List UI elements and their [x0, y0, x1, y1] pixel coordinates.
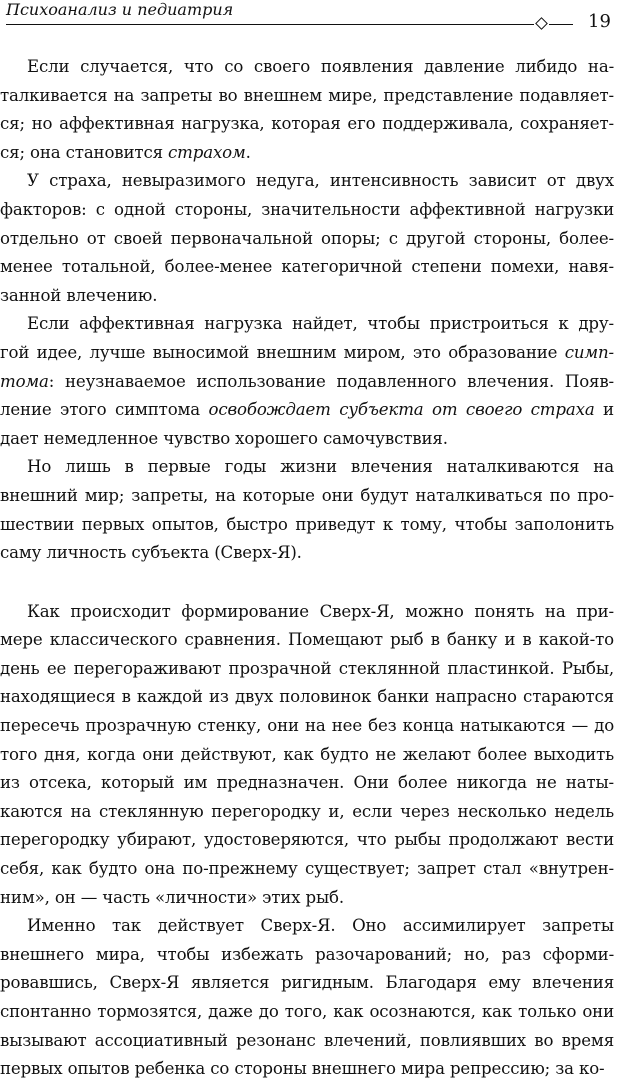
text-line — [0, 683, 614, 712]
paragraph — [0, 167, 614, 310]
text-line — [0, 798, 614, 827]
text-line — [0, 253, 614, 282]
text-run: талкивается на запреты во внешнем мире, представление подавляет- — [0, 85, 615, 105]
text-run: отдельно от своей первоначальной опоры; с другой стороны, более- — [0, 228, 615, 248]
header-rule — [6, 24, 534, 25]
text-run: спонтанно тормозятся, даже до того, как осознаются, как только они — [0, 1002, 615, 1021]
text-line — [0, 53, 614, 82]
text-run: ровавшись, Сверх-Я является ригидным. Благодаря ему влечения — [0, 973, 615, 993]
text-run: из отсека, который им предназначен. Они более никогда не наты- — [0, 773, 615, 793]
text-line — [0, 425, 614, 454]
body-text — [0, 53, 614, 1084]
text-run: каются на стеклянную перегородку и, если через несколько недель — [0, 801, 614, 821]
text-run: внешний мир; запреты, на которые они будут наталкиваться по про- — [0, 485, 614, 505]
text-run: : неузнаваемое использование подавленного влечения. Появ- — [48, 371, 615, 391]
text-line — [0, 368, 614, 397]
text-line — [0, 196, 614, 225]
text-run: мере классического сравнения. Помещают рыб в банку и в какой-то — [0, 630, 614, 650]
text-run: ним», он — часть «личности» этих рыб. — [0, 887, 345, 907]
text-run: пересечь прозрачную стенку, они на нее без конца натыкаются — до — [0, 716, 615, 736]
text-run: себя, как будто она по-прежнему существует; запрет стал «внутрен- — [0, 859, 614, 879]
text-line — [0, 655, 614, 684]
text-line — [0, 998, 614, 1027]
running-head — [6, 0, 614, 30]
italic-run: освобождает субъекта от своего страха — [208, 400, 595, 420]
header-rule-tail — [549, 24, 573, 25]
text-run: первых опытов ребенка со стороны внешнего мира репрессию; за ко- — [0, 1059, 605, 1079]
paragraph — [0, 453, 614, 567]
running-title: Психоанализ и педиатрия — [6, 0, 234, 19]
text-run: факторов: с одной стороны, значительности аффективной нагрузки — [0, 199, 615, 219]
italic-run: тома — [0, 371, 49, 391]
text-line — [0, 969, 614, 998]
section-break — [0, 568, 614, 598]
text-line — [0, 225, 614, 254]
text-run: вызывают ассоциативный резонанс влечений, повлиявших во время — [0, 1030, 615, 1050]
diamond-ornament-icon — [535, 17, 548, 30]
text-line — [0, 139, 614, 168]
text-run: Именно так действует Сверх-Я. Оно ассимилирует запреты — [27, 916, 614, 936]
text-line — [0, 598, 614, 627]
paragraph — [0, 598, 614, 913]
text-run: находящиеся в каждой из двух половинок банки напрасно стараются — [0, 687, 614, 707]
paragraph — [0, 310, 614, 453]
text-run: занной влечению. — [0, 285, 158, 305]
text-line — [0, 741, 614, 770]
paragraph — [0, 912, 614, 1084]
paragraph — [0, 53, 614, 167]
text-run: ление этого симптома — [0, 400, 209, 420]
text-run: Как происходит формирование Сверх-Я, можно понять на при- — [27, 601, 615, 621]
text-line — [0, 453, 614, 482]
text-line — [0, 855, 614, 884]
text-run: ся; она становится — [0, 142, 169, 162]
text-line — [0, 396, 614, 425]
text-line — [0, 626, 614, 655]
italic-run: страхом — [168, 142, 246, 162]
text-run: менее тотальной, более-менее категоричной степени помехи, навя- — [0, 257, 614, 277]
text-run: перегородку убирают, удостоверяются, что рыбы продолжают вести — [0, 830, 614, 850]
text-line — [0, 941, 614, 970]
italic-run: симп- — [564, 342, 615, 362]
text-run: . — [245, 142, 251, 162]
text-line — [0, 110, 614, 139]
text-line — [0, 82, 614, 111]
text-run: день ее перегораживают прозрачной стеклянной пластинкой. Рыбы, — [0, 658, 614, 678]
text-line — [0, 282, 614, 311]
text-line — [0, 712, 614, 741]
text-line — [0, 1027, 614, 1056]
text-line — [0, 769, 614, 798]
page-number: 19 — [588, 11, 611, 32]
text-run: дает немедленное чувство хорошего самочувствия. — [0, 428, 448, 448]
text-line — [0, 482, 614, 511]
text-run: ся; но аффективная нагрузка, которая его поддерживала, сохраняет- — [0, 114, 614, 134]
text-run: гой идее, лучше выносимой внешним миром, это образование — [0, 342, 565, 362]
text-run: шествии первых опытов, быстро приведут к тому, чтобы заполонить — [0, 514, 615, 534]
text-run: Если аффективная нагрузка найдет, чтобы пристроиться к дру- — [27, 314, 614, 334]
text-line — [0, 511, 614, 540]
text-line — [0, 826, 614, 855]
text-run: внешнего мира, чтобы избежать разочарований; но, раз сформи- — [0, 944, 615, 964]
text-line — [0, 539, 614, 568]
text-line — [0, 1055, 614, 1084]
text-line — [0, 339, 614, 368]
text-run: того дня, когда они действуют, как будто не желают более выходить — [0, 744, 614, 764]
text-run: Но лишь в первые годы жизни влечения наталкиваются на — [27, 457, 614, 477]
text-run: У страха, невыразимого недуга, интенсивность зависит от двух — [27, 171, 615, 191]
text-run: саму личность субъекта (Сверх-Я). — [0, 543, 302, 563]
text-line — [0, 912, 614, 941]
text-run: и — [594, 400, 614, 420]
text-line — [0, 167, 614, 196]
text-line — [0, 884, 614, 913]
text-run: Если случается, что со своего появления давление либидо на- — [27, 57, 615, 76]
text-line — [0, 310, 614, 339]
